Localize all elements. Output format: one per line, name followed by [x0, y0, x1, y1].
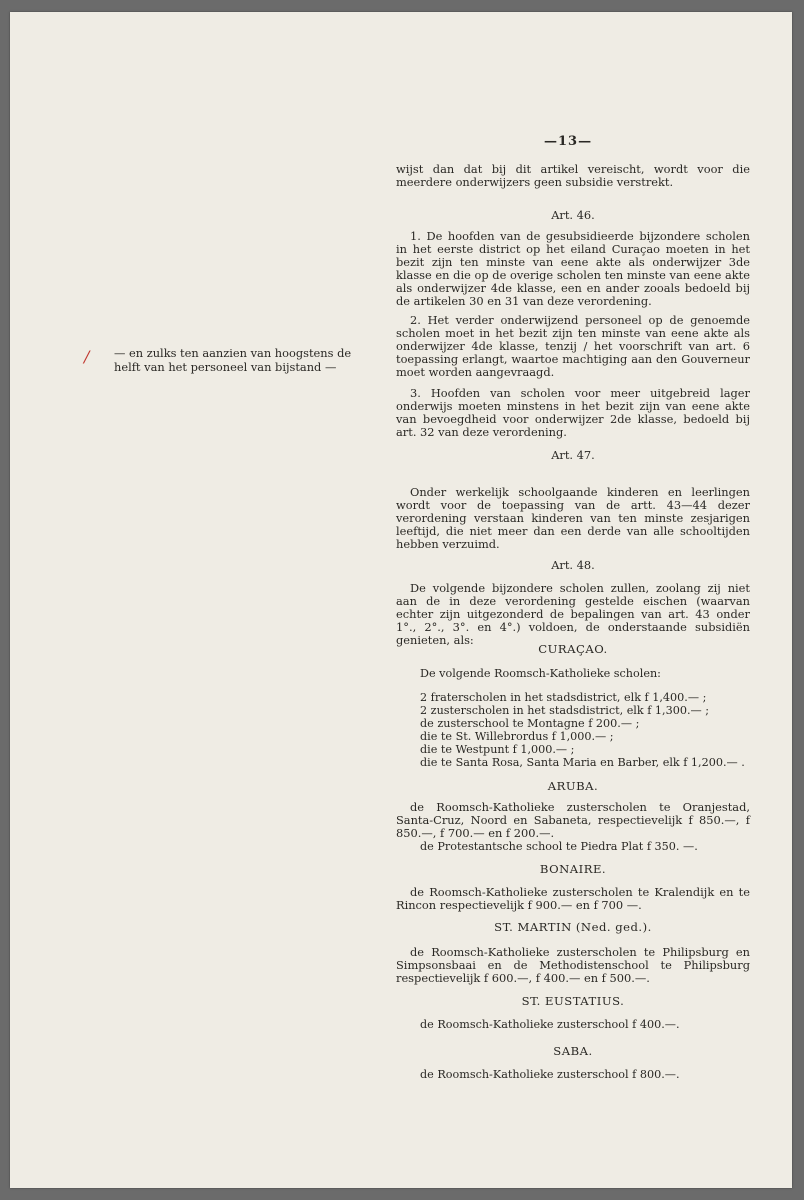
art48-paragraph: De volgende bijzondere scholen zullen, zoolang zij niet aan de in deze verordening gestelde eischen (waarvan echter zijn uitgezonderd de bepalingen van art. 43 onder 1°., 2°., 3°. en 4°.) voldoen, de onderstaande subsidiën genieten, als:: [396, 581, 750, 647]
curacao-heading: CURAÇAO.: [538, 642, 608, 656]
curacao-line: 2 zusterscholen in het stadsdistrict, elk f 1,300.— ;: [420, 704, 710, 717]
aruba-paragraph-1: de Roomsch-Katholieke zusterscholen te Oranjestad, Santa-Cruz, Noord en Sabaneta, respectievelijk f 850.—, f 850.—, f 700.— en f 200.—.: [396, 800, 750, 840]
curacao-line: die te Westpunt f 1,000.— ;: [420, 743, 575, 756]
bonaire-paragraph: de Roomsch-Katholieke zusterscholen te Kralendijk en te Rincon respectievelijk f 900.— en f 700 —.: [396, 885, 750, 912]
document-page: [10, 12, 792, 1188]
art46-paragraph-2: 2. Het verder onderwijzend personeel op de genoemde scholen moet in het bezit zijn ten minste van eene akte als onderwijzer 4de klasse, tenzij / het voorschrift van art. 6 toepassing erlangt, waartoe machtiging aan den Gouverneur moet worden aangevraagd.: [396, 313, 750, 379]
intro-paragraph: wijst dan dat bij dit artikel vereischt, wordt voor die meerdere onderwijzers geen subsidie verstrekt.: [396, 162, 750, 189]
curacao-line: die te Santa Rosa, Santa Maria en Barber, elk f 1,200.— .: [420, 756, 745, 769]
saba-heading: SABA.: [553, 1044, 593, 1058]
curacao-line: 2 fraterscholen in het stadsdistrict, elk f 1,400.— ;: [420, 691, 707, 704]
stmartin-paragraph: de Roomsch-Katholieke zusterscholen te Philipsburg en Simpsonsbaai en de Methodistenschool te Philipsburg respectievelijk f 600.—, f 400.— en f 500.—.: [396, 945, 750, 985]
steustatius-heading: ST. EUSTATIUS.: [521, 994, 625, 1008]
stmartin-heading: ST. MARTIN (Ned. ged.).: [494, 920, 652, 934]
art46-paragraph-1: 1. De hoofden van de gesubsidieerde bijzondere scholen in het eerste district op het eiland Curaçao moeten in het bezit zijn ten minste van eene akte als onderwijzer 3de klasse en die op de overige scholen ten minste van eene akte als onderwijzer 4de klasse, een en ander zooals bedoeld bij de artikelen 30 en 31 van deze verordening.: [396, 229, 750, 308]
margin-note: — en zulks ten aanzien van hoogstens de helft van het personeel van bijstand —: [114, 346, 352, 374]
curacao-line: die te St. Willebrordus f 1,000.— ;: [420, 730, 614, 743]
aruba-paragraph-2: de Protestantsche school te Piedra Plat f 350. —.: [420, 840, 698, 853]
aruba-heading: ARUBA.: [547, 779, 599, 793]
correction-mark: /: [84, 347, 90, 366]
bonaire-heading: BONAIRE.: [539, 862, 607, 876]
art48-title: Art. 48.: [551, 558, 595, 572]
page-number: —13—: [544, 134, 593, 149]
art46-paragraph-3: 3. Hoofden van scholen voor meer uitgebreid lager onderwijs moeten minstens in het bezit zijn van eene akte van bevoegdheid voor onderwijzer 2de klasse, bedoeld bij art. 32 van deze verordening.: [396, 386, 750, 439]
saba-paragraph: de Roomsch-Katholieke zusterschool f 800.—.: [420, 1068, 680, 1081]
art47-title: Art. 47.: [551, 448, 595, 462]
art46-title: Art. 46.: [551, 208, 595, 222]
art47-paragraph: Onder werkelijk schoolgaande kinderen en leerlingen wordt voor de toepassing van de artt. 43—44 dezer verordening verstaan kinderen van ten minste zesjarigen leeftijd, die niet meer dan een derde van alle schooltijden hebben verzuimd.: [396, 485, 750, 551]
steustatius-paragraph: de Roomsch-Katholieke zusterschool f 400.—.: [420, 1018, 680, 1031]
curacao-subheading: De volgende Roomsch-Katholieke scholen:: [420, 667, 661, 680]
curacao-line: de zusterschool te Montagne f 200.— ;: [420, 717, 640, 730]
